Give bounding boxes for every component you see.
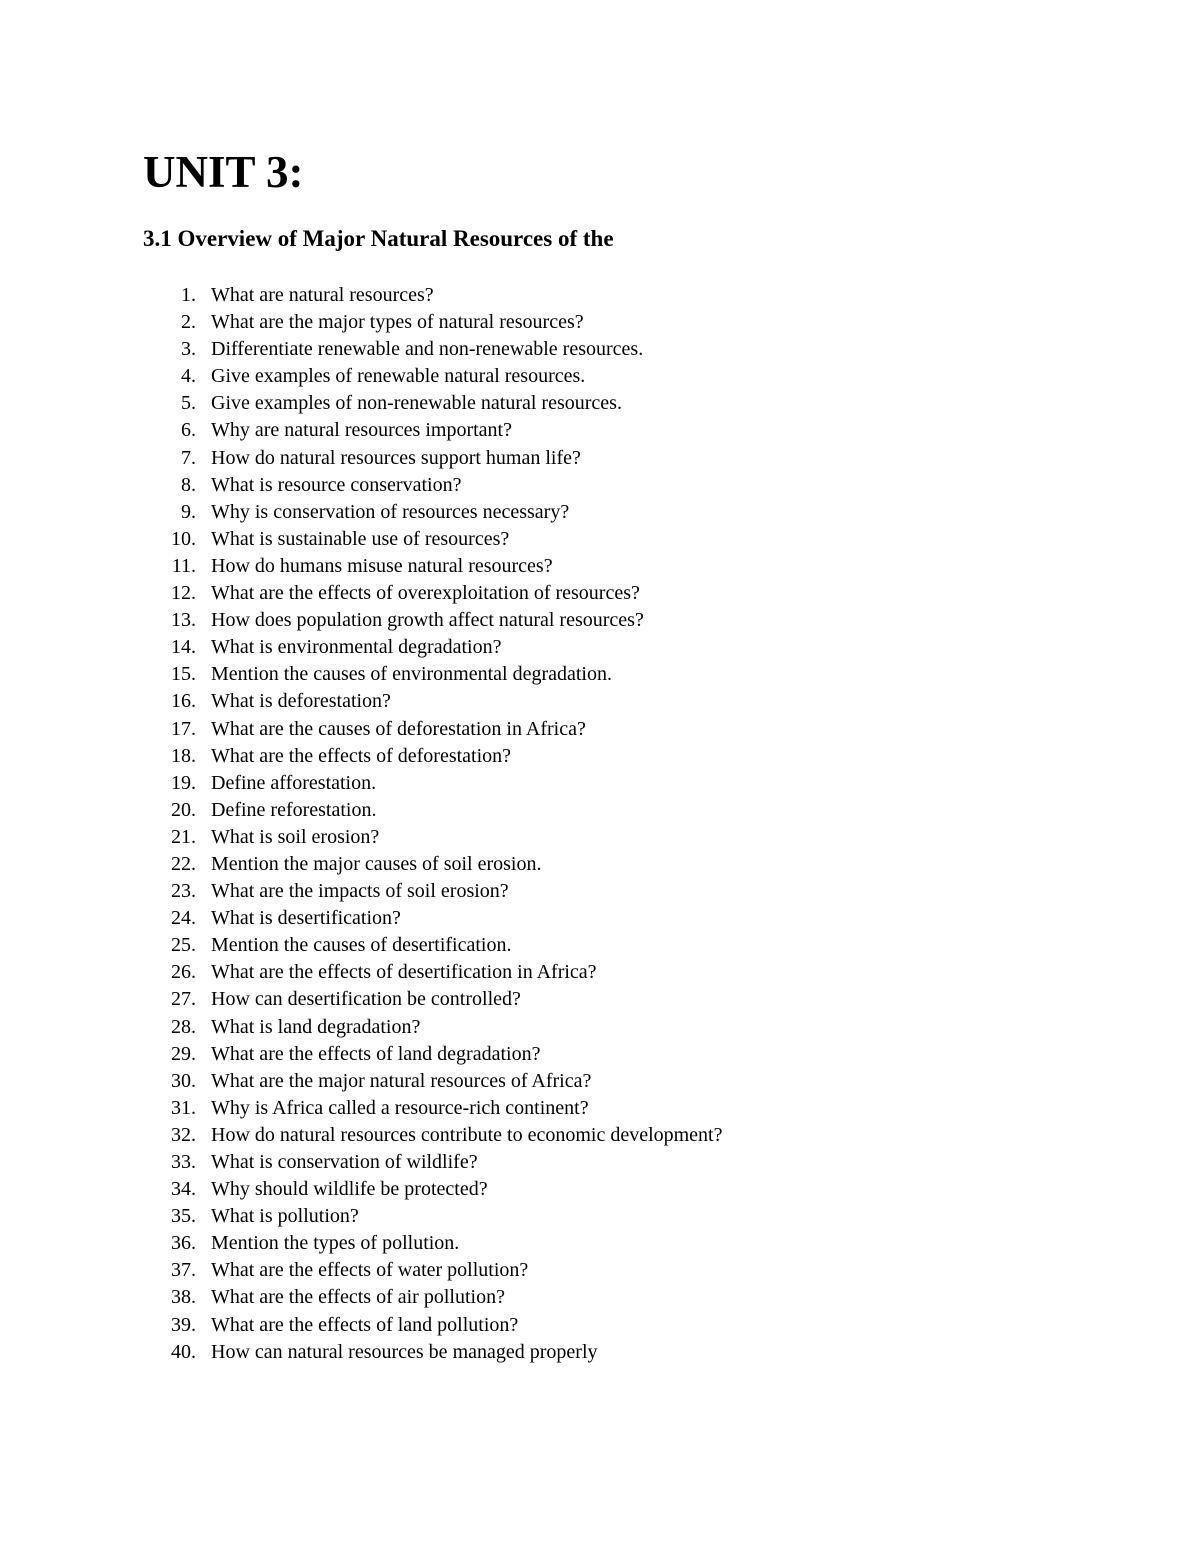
question-number: 25.	[171, 934, 196, 957]
question-text: What are the effects of overexploitation of resources?	[211, 582, 640, 605]
question-number: 4.	[181, 365, 196, 388]
question-text: How do humans misuse natural resources?	[211, 554, 553, 577]
question-number: 33.	[171, 1151, 196, 1173]
question-text: Why is conservation of resources necessary?	[211, 500, 570, 523]
unit-title: UNIT 3:	[143, 147, 304, 197]
question-number: 19.	[171, 771, 196, 794]
question-number: 6.	[181, 419, 196, 442]
question-number: 34.	[171, 1178, 196, 1201]
question-number: 29.	[171, 1042, 196, 1065]
question-text: What is pollution?	[211, 1205, 359, 1228]
question-text: What are the major natural resources of Africa?	[211, 1069, 592, 1092]
question-text: Why is Africa called a resource-rich continent?	[211, 1096, 589, 1119]
question-number: 1.	[181, 284, 196, 306]
question-number: 38.	[171, 1286, 196, 1309]
question-number: 14.	[171, 636, 196, 659]
question-number: 28.	[171, 1015, 196, 1038]
question-text: What is environmental degradation?	[211, 636, 502, 659]
question-text: What are the effects of land degradation?	[211, 1042, 541, 1065]
question-number: 22.	[171, 852, 196, 875]
question-text: What is sustainable use of resources?	[211, 527, 510, 550]
question-text: What are the effects of water pollution?	[211, 1259, 529, 1282]
question-text: How can natural resources be managed properly	[211, 1340, 598, 1363]
question-text: What are the impacts of soil erosion?	[211, 880, 509, 903]
question-number: 9.	[181, 500, 196, 523]
question-text: Why should wildlife be protected?	[211, 1178, 488, 1201]
question-number: 39.	[171, 1313, 196, 1336]
question-text: What is desertification?	[211, 907, 401, 930]
question-number: 8.	[181, 473, 196, 496]
question-number: 11.	[171, 554, 196, 577]
question-text: What are the effects of land pollution?	[211, 1313, 519, 1336]
question-number: 21.	[171, 825, 196, 848]
question-text: Why are natural resources important?	[211, 419, 512, 442]
question-text: How can desertification be controlled?	[211, 988, 521, 1011]
question-text: What is resource conservation?	[211, 473, 462, 496]
question-text: What is deforestation?	[211, 690, 391, 713]
question-number: 32.	[171, 1123, 196, 1146]
question-number: 36.	[171, 1232, 196, 1255]
question-number: 26.	[171, 961, 196, 984]
question-text: What is conservation of wildlife?	[211, 1151, 478, 1173]
question-text: Give examples of renewable natural resources.	[211, 365, 586, 388]
question-number: 27.	[171, 988, 196, 1011]
question-number: 30.	[171, 1069, 196, 1092]
question-text: Define afforestation.	[211, 771, 377, 794]
question-text: Mention the causes of desertification.	[211, 934, 512, 957]
question-text: What are the major types of natural resources?	[211, 311, 584, 334]
question-number: 40.	[171, 1340, 196, 1363]
question-number: 18.	[171, 744, 196, 767]
question-text: Give examples of non-renewable natural resources.	[211, 392, 622, 415]
question-text: What are the effects of desertification in Africa?	[211, 961, 597, 984]
question-number: 35.	[171, 1205, 196, 1228]
question-text: Differentiate renewable and non-renewable resources.	[211, 338, 644, 361]
question-text: How does population growth affect natural resources?	[211, 609, 644, 632]
question-text: Define reforestation.	[211, 798, 377, 821]
question-text: What are the effects of air pollution?	[211, 1286, 505, 1309]
question-text: How do natural resources contribute to economic development?	[211, 1123, 723, 1146]
question-number: 16.	[171, 690, 196, 713]
question-number: 10.	[171, 527, 196, 550]
question-number: 12.	[171, 582, 196, 605]
question-number: 24.	[171, 907, 196, 930]
question-text: What is land degradation?	[211, 1015, 421, 1038]
question-number: 31.	[171, 1096, 196, 1119]
question-text: Mention the types of pollution.	[211, 1232, 460, 1255]
question-text: Mention the causes of environmental degradation.	[211, 663, 612, 686]
question-number: 17.	[171, 717, 196, 740]
question-number: 7.	[181, 446, 196, 469]
question-number: 13.	[171, 609, 196, 632]
question-number: 5.	[181, 392, 196, 415]
question-number: 2.	[181, 311, 196, 334]
question-number: 37.	[171, 1259, 196, 1282]
question-text: What is soil erosion?	[211, 825, 380, 848]
section-heading: 3.1 Overview of Major Natural Resources of the	[143, 226, 614, 251]
question-text: How do natural resources support human life?	[211, 446, 581, 469]
question-number: 15.	[171, 663, 196, 686]
question-number: 20.	[171, 798, 196, 821]
question-text: What are natural resources?	[211, 284, 434, 306]
question-text: What are the causes of deforestation in Africa?	[211, 717, 586, 740]
question-number: 3.	[181, 338, 196, 361]
question-text: What are the effects of deforestation?	[211, 744, 512, 767]
question-number: 23.	[171, 880, 196, 903]
question-text: Mention the major causes of soil erosion.	[211, 852, 542, 875]
